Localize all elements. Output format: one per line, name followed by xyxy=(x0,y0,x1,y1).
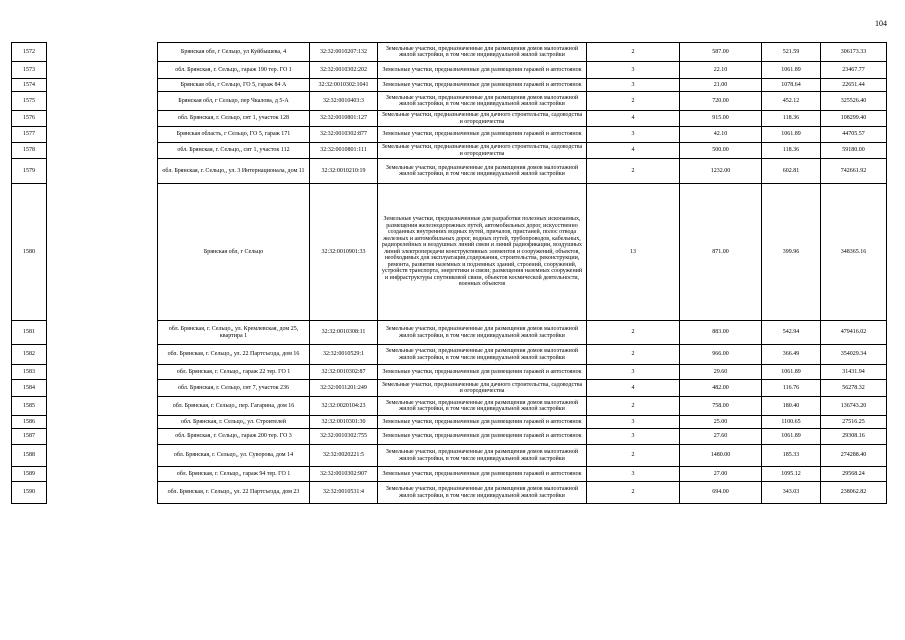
row-number-cell: 1580 xyxy=(12,184,47,321)
address-cell: Брянская обл, г Сельцо, пер Чкалова, д 5-А xyxy=(158,92,310,111)
use-group-cell: 2 xyxy=(587,321,680,345)
land-use-cell: Земельные участки, предназначенные для дачного строительства, садоводства и огородничества xyxy=(378,380,587,397)
table-row xyxy=(12,467,887,482)
use-group-cell: 2 xyxy=(587,482,680,504)
table-row xyxy=(12,365,887,380)
specific-value-cell: 542.94 xyxy=(762,321,821,345)
blank-cell xyxy=(47,62,158,79)
cadastral-value-cell: 29568.24 xyxy=(821,467,887,482)
land-use-cell: Земельные участки, предназначенные для размещения гаражей и автостоянок xyxy=(378,127,587,143)
area-cell: 42.10 xyxy=(680,127,762,143)
address-cell: обл. Брянская, г. Сельцо, снт 1, участок 128 xyxy=(158,111,310,127)
use-group-cell: 3 xyxy=(587,62,680,79)
table-row xyxy=(12,184,887,321)
blank-cell xyxy=(47,127,158,143)
specific-value-cell: 602.81 xyxy=(762,159,821,184)
blank-cell xyxy=(47,445,158,467)
row-number-cell: 1577 xyxy=(12,127,47,143)
row-number-cell: 1586 xyxy=(12,416,47,429)
table-row xyxy=(12,111,887,127)
cadastral-number-cell: 32:32:0010207:132 xyxy=(310,43,378,62)
blank-cell xyxy=(47,92,158,111)
blank-cell xyxy=(47,365,158,380)
address-cell: обл. Брянская, г. Сельцо,, гараж 190 тер. ГО 1 xyxy=(158,62,310,79)
address-cell: обл. Брянская, г. Сельцо,, снт 1, участок 112 xyxy=(158,143,310,159)
table-row xyxy=(12,92,887,111)
cadastral-number-cell: 32:32:0010531:4 xyxy=(310,482,378,504)
blank-cell xyxy=(47,43,158,62)
land-use-cell: Земельные участки, предназначенные для размещения гаражей и автостоянок xyxy=(378,62,587,79)
specific-value-cell: 116.76 xyxy=(762,380,821,397)
cadastral-number-cell: 32:32:0010302:907 xyxy=(310,467,378,482)
blank-cell xyxy=(47,321,158,345)
row-number-cell: 1587 xyxy=(12,429,47,445)
use-group-cell: 2 xyxy=(587,445,680,467)
land-use-cell: Земельные участки, предназначенные для размещения гаражей и автостоянок xyxy=(378,429,587,445)
blank-cell xyxy=(47,159,158,184)
cadastral-number-cell: 32:32:0020221:5 xyxy=(310,445,378,467)
table-row xyxy=(12,345,887,365)
address-cell: Брянская область, г Сельцо, ГО 5, гараж 171 xyxy=(158,127,310,143)
address-cell: обл. Брянская, г. Сельцо,, ул. Строителей xyxy=(158,416,310,429)
address-cell: Брянская обл, г Сельцо xyxy=(158,184,310,321)
table-row xyxy=(12,159,887,184)
row-number-cell: 1576 xyxy=(12,111,47,127)
specific-value-cell: 521.59 xyxy=(762,43,821,62)
area-cell: 694.00 xyxy=(680,482,762,504)
blank-cell xyxy=(47,345,158,365)
row-number-cell: 1590 xyxy=(12,482,47,504)
use-group-cell: 2 xyxy=(587,159,680,184)
cadastral-value-cell: 29308.16 xyxy=(821,429,887,445)
table-row xyxy=(12,445,887,467)
cadastral-number-cell: 32:32:0010801:111 xyxy=(310,143,378,159)
cadastral-value-cell: 23467.77 xyxy=(821,62,887,79)
table-row xyxy=(12,79,887,92)
specific-value-cell: 452.12 xyxy=(762,92,821,111)
blank-cell xyxy=(47,416,158,429)
address-cell: обл. Брянская, г. Сельцо,, гараж 22 тер. ГО 1 xyxy=(158,365,310,380)
cadastral-number-cell: 32:32:0010301:30 xyxy=(310,416,378,429)
blank-cell xyxy=(47,380,158,397)
blank-cell xyxy=(47,111,158,127)
page-number: 104 xyxy=(875,19,887,28)
row-number-cell: 1575 xyxy=(12,92,47,111)
area-cell: 500.00 xyxy=(680,143,762,159)
cadastral-value-cell: 274288.40 xyxy=(821,445,887,467)
specific-value-cell: 118.36 xyxy=(762,111,821,127)
cadastral-value-cell: 108299.40 xyxy=(821,111,887,127)
cadastral-number-cell: 32:32:0010302:202 xyxy=(310,62,378,79)
cadastral-number-cell: 32:32:0010801:127 xyxy=(310,111,378,127)
land-use-cell: Земельные участки, предназначенные для размещения домов малоэтажной жилой застройки, в том числе индивидуальной жилой застройки xyxy=(378,482,587,504)
land-use-cell: Земельные участки, предназначенные для размещения гаражей и автостоянок xyxy=(378,467,587,482)
cadastral-number-cell: 32:32:0010302:87 xyxy=(310,365,378,380)
row-number-cell: 1582 xyxy=(12,345,47,365)
area-cell: 1480.00 xyxy=(680,445,762,467)
blank-cell xyxy=(47,143,158,159)
row-number-cell: 1574 xyxy=(12,79,47,92)
area-cell: 29.60 xyxy=(680,365,762,380)
row-number-cell: 1588 xyxy=(12,445,47,467)
use-group-cell: 4 xyxy=(587,143,680,159)
cadastral-value-cell: 59180.00 xyxy=(821,143,887,159)
cadastral-value-cell: 325526.40 xyxy=(821,92,887,111)
cadastral-value-cell: 354029.34 xyxy=(821,345,887,365)
cadastral-value-cell: 56278.32 xyxy=(821,380,887,397)
specific-value-cell: 180.40 xyxy=(762,397,821,416)
address-cell: обл. Брянская, г. Сельцо,, ул. Кремлевская, дом 25, квартира 1 xyxy=(158,321,310,345)
specific-value-cell: 1061.89 xyxy=(762,62,821,79)
blank-cell xyxy=(47,79,158,92)
area-cell: 587.00 xyxy=(680,43,762,62)
blank-cell xyxy=(47,482,158,504)
land-registry-table xyxy=(11,42,887,504)
row-number-cell: 1578 xyxy=(12,143,47,159)
address-cell: Брянская обл, г Сельцо, ул Куйбышева, 4 xyxy=(158,43,310,62)
address-cell: обл. Брянская, г. Сельцо,, ул. Суворова, дом 14 xyxy=(158,445,310,467)
cadastral-value-cell: 22651.44 xyxy=(821,79,887,92)
specific-value-cell: 1061.89 xyxy=(762,127,821,143)
table-row xyxy=(12,380,887,397)
area-cell: 1232.00 xyxy=(680,159,762,184)
cadastral-number-cell: 32:32:0011201:249 xyxy=(310,380,378,397)
blank-cell xyxy=(47,184,158,321)
use-group-cell: 3 xyxy=(587,416,680,429)
land-use-cell: Земельные участки, предназначенные для размещения домов малоэтажной жилой застройки, в том числе индивидуальной жилой застройки xyxy=(378,445,587,467)
address-cell: обл. Брянская, г. Сельцо,, ул. 22 Партсъезда, дом 23 xyxy=(158,482,310,504)
area-cell: 27.00 xyxy=(680,467,762,482)
table-row xyxy=(12,321,887,345)
cadastral-value-cell: 238062.82 xyxy=(821,482,887,504)
cadastral-number-cell: 32:32:0010308:11 xyxy=(310,321,378,345)
land-use-cell: Земельные участки, предназначенные для размещения домов малоэтажной жилой застройки, в том числе индивидуальной жилой застройки xyxy=(378,345,587,365)
land-use-cell: Земельные участки, предназначенные для размещения гаражей и автостоянок xyxy=(378,79,587,92)
area-cell: 871.00 xyxy=(680,184,762,321)
table-row xyxy=(12,143,887,159)
use-group-cell: 3 xyxy=(587,467,680,482)
specific-value-cell: 1061.89 xyxy=(762,429,821,445)
specific-value-cell: 1061.89 xyxy=(762,365,821,380)
specific-value-cell: 399.96 xyxy=(762,184,821,321)
area-cell: 25.00 xyxy=(680,416,762,429)
land-use-cell: Земельные участки, предназначенные для размещения гаражей и автостоянок xyxy=(378,365,587,380)
cadastral-value-cell: 348365.16 xyxy=(821,184,887,321)
row-number-cell: 1581 xyxy=(12,321,47,345)
row-number-cell: 1579 xyxy=(12,159,47,184)
specific-value-cell: 343.03 xyxy=(762,482,821,504)
blank-cell xyxy=(47,467,158,482)
cadastral-value-cell: 31431.94 xyxy=(821,365,887,380)
land-use-cell: Земельные участки, предназначенные для размещения домов малоэтажной жилой застройки, в том числе индивидуальной жилой застройки xyxy=(378,92,587,111)
blank-cell xyxy=(47,429,158,445)
land-use-cell: Земельные участки, предназначенные для разработки полезных ископаемых, размещения железнодорожных путей, автомобильных дорог, искусственно созданных внутренних водных путей, причалов, пристаней, полос отвода железных и автомобильных дорог, водных путей, трубопроводов, кабельных, радиорелейных и воздушных линий связи и линий радиофикации, воздушных линий электропередачи конструктивных элементов и сооружений, объектов, необходимых для эксплуатации,содержания, строительства, реконструкции, ремонта, развития наземных и подземных зданий, строений, сооружений, устройств транспорта, энергетики и связи; размещения наземных сооружений и инфраструктуры спутниковой связи, объектов космической деятельности, военных объектов xyxy=(378,184,587,321)
use-group-cell: 4 xyxy=(587,111,680,127)
use-group-cell: 3 xyxy=(587,79,680,92)
blank-cell xyxy=(47,397,158,416)
area-cell: 966.00 xyxy=(680,345,762,365)
land-use-cell: Земельные участки, предназначенные для размещения домов малоэтажной жилой застройки, в том числе индивидуальной жилой застройки xyxy=(378,321,587,345)
row-number-cell: 1584 xyxy=(12,380,47,397)
use-group-cell: 2 xyxy=(587,345,680,365)
use-group-cell: 3 xyxy=(587,429,680,445)
address-cell: обл. Брянская, г. Сельцо,, гараж 200 тер. ГО 3 xyxy=(158,429,310,445)
cadastral-number-cell: 32:32:0010901:33 xyxy=(310,184,378,321)
use-group-cell: 4 xyxy=(587,380,680,397)
row-number-cell: 1573 xyxy=(12,62,47,79)
cadastral-number-cell: 32:32:0010403:3 xyxy=(310,92,378,111)
address-cell: обл. Брянская, г. Сельцо,, ул. 22 Партсъезда, дом 16 xyxy=(158,345,310,365)
use-group-cell: 3 xyxy=(587,365,680,380)
use-group-cell: 3 xyxy=(587,127,680,143)
address-cell: Брянская обл, г Сельцо, ГО 5, гараж 84 А xyxy=(158,79,310,92)
use-group-cell: 13 xyxy=(587,184,680,321)
address-cell: обл. Брянская, г. Сельцо,, гараж 94 тер. ГО 1 xyxy=(158,467,310,482)
cadastral-value-cell: 27516.25 xyxy=(821,416,887,429)
area-cell: 915.00 xyxy=(680,111,762,127)
land-use-cell: Земельные участки, предназначенные для размещения домов малоэтажной жилой застройки, в том числе индивидуальной жилой застройки xyxy=(378,397,587,416)
table-row xyxy=(12,397,887,416)
address-cell: обл. Брянская, г. Сельцо, снт 7, участок 236 xyxy=(158,380,310,397)
land-use-cell: Земельные участки, предназначенные для дачного строительства, садоводства и огородничества xyxy=(378,111,587,127)
specific-value-cell: 1078.64 xyxy=(762,79,821,92)
cadastral-number-cell: 32:32:0020104:23 xyxy=(310,397,378,416)
use-group-cell: 2 xyxy=(587,397,680,416)
table-body xyxy=(12,43,887,504)
use-group-cell: 2 xyxy=(587,92,680,111)
specific-value-cell: 185.33 xyxy=(762,445,821,467)
cadastral-value-cell: 136743.20 xyxy=(821,397,887,416)
land-use-cell: Земельные участки, предназначенные для дачного строительства, садоводства и огородничества xyxy=(378,143,587,159)
specific-value-cell: 1095.12 xyxy=(762,467,821,482)
table-row xyxy=(12,429,887,445)
address-cell: обл. Брянская, г. Сельцо,, пер. Гагарина, дом 16 xyxy=(158,397,310,416)
land-use-cell: Земельные участки, предназначенные для размещения гаражей и автостоянок xyxy=(378,416,587,429)
land-use-cell: Земельные участки, предназначенные для размещения домов малоэтажной жилой застройки, в том числе индивидуальной жилой застройки xyxy=(378,159,587,184)
row-number-cell: 1583 xyxy=(12,365,47,380)
cadastral-value-cell: 479416.02 xyxy=(821,321,887,345)
land-use-cell: Земельные участки, предназначенные для размещения домов малоэтажной жилой застройки, в том числе индивидуальной жилой застройки xyxy=(378,43,587,62)
table-row xyxy=(12,62,887,79)
table-row xyxy=(12,416,887,429)
table-row xyxy=(12,127,887,143)
cadastral-number-cell: 32:32:0010210:19 xyxy=(310,159,378,184)
area-cell: 482.00 xyxy=(680,380,762,397)
specific-value-cell: 1100.65 xyxy=(762,416,821,429)
area-cell: 21.00 xyxy=(680,79,762,92)
cadastral-number-cell: 32:32:0010302:1041 xyxy=(310,79,378,92)
cadastral-number-cell: 32:32:0010302:755 xyxy=(310,429,378,445)
cadastral-number-cell: 32:32:0010529:1 xyxy=(310,345,378,365)
specific-value-cell: 366.49 xyxy=(762,345,821,365)
cadastral-value-cell: 742661.92 xyxy=(821,159,887,184)
table-row xyxy=(12,482,887,504)
area-cell: 22.10 xyxy=(680,62,762,79)
row-number-cell: 1589 xyxy=(12,467,47,482)
area-cell: 883.00 xyxy=(680,321,762,345)
area-cell: 758.00 xyxy=(680,397,762,416)
row-number-cell: 1572 xyxy=(12,43,47,62)
area-cell: 720.00 xyxy=(680,92,762,111)
cadastral-value-cell: 44705.57 xyxy=(821,127,887,143)
area-cell: 27.60 xyxy=(680,429,762,445)
use-group-cell: 2 xyxy=(587,43,680,62)
cadastral-value-cell: 306173.33 xyxy=(821,43,887,62)
cadastral-number-cell: 32:32:0010302:877 xyxy=(310,127,378,143)
row-number-cell: 1585 xyxy=(12,397,47,416)
address-cell: обл. Брянская, г. Сельцо,, ул. 3 Интернационала, дом 11 xyxy=(158,159,310,184)
table-row xyxy=(12,43,887,62)
specific-value-cell: 118.36 xyxy=(762,143,821,159)
